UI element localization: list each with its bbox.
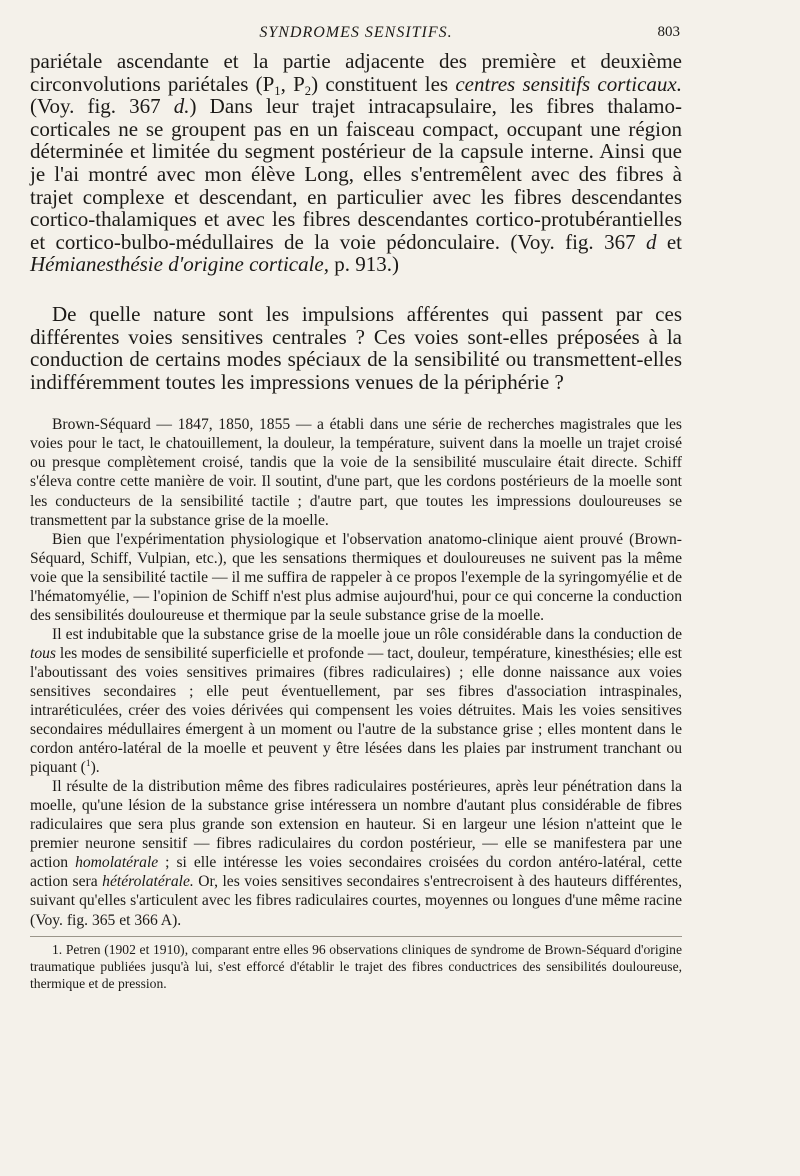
footnote (30, 936, 682, 992)
small-print-section (30, 415, 682, 929)
small-paragraph-3: Il est indubitable que la substance grise de la moelle joue un rôle considérable dans la conduction de tous les modes de sensibilité superficielle et profonde — tact, douleur, température, kinesthésies; elle est l'aboutissant des voies sensitives primaires (fibres radiculaires) ; elle donne naissance aux voies sensitives secondaires ; elle peut éventuellement, par ses fibres d'association intraspinales, intraréticulées, créer des voies dérivées qui compensent les voies détruites. Mais les voies sensitives secondaires médullaires émergent à un moment ou l'autre de la substance grise ; elles montent dans le cordon antéro-latéral de la moelle et peuvent y être lésées dans les plaies par instrument tranchant ou piquant ($^1$). (30, 625, 682, 777)
page-header (30, 24, 682, 50)
main-text (30, 50, 682, 393)
footnote-marker: 1 (85, 759, 91, 770)
page (30, 24, 682, 992)
cross-reference-title: Hémianesthésie d'origine corticale, (30, 252, 330, 277)
small-paragraph-4: Il résulte de la distribution même des fibres radiculaires postérieures, après leur pénétration dans la moelle, qu'une lésion de la substance grise intéressera un nombre d'autant plus considérable de fibres radiculaires que sera plus grande son extension en hauteur. Si en largeur une lésion n'atteint que le premier neurone sensitif — fibres radiculaires du cordon postérieur, — elle se manifestera par une action homolatérale ; si elle intéresse les voies secondaires croisées du cordon antéro-latéral, cette action sera hétérolatérale. Or, les voies sensitives secondaires s'entrecroisent à des hauteurs différentes, suivant qu'elles s'articulent avec les fibres radiculaires courtes, moyennes ou longues d'une même racine (Voy. fig. 365 et 366 A). (30, 778, 683, 929)
footnote-text: 1. Petren (1902 et 1910), comparant entre elles 96 observations cliniques de syndrome de Brown-Séquard d'origine traumatique publiées jusqu'à lui, s'est efforcé d'établir le trajet des fibres conductrices des sensibilités douloureuse, thermique et de pression. (30, 941, 682, 991)
paragraph-1: pariétale ascendante et la partie adjacente des première et deuxième circonvolutions pariétales ($P_1$, $P_2$) constituent les centres sensitifs corticaux. (Voy. fig. 367 d.) Dans leur trajet intracapsulaire, les fibres thalamo-corticales ne se groupent pas en un faisceau compact, occupant une région déterminée et limitée du segment postérieur de la capsule interne. Ainsi que je l'ai montré avec mon élève Long, elles s'entremêlent avec des fibres à trajet complexe et descendant, en particulier avec les fibres descendantes cortico-thalamiques et avec les fibres descendantes cortico-protubérantielles et cortico-bulbo-médullaires de la voie pédonculaire. (Voy. fig. 367 d et Hémianesthésie d'origine corticale, p. 913.) (30, 49, 682, 277)
small-paragraph-1: Brown-Séquard — 1847, 1850, 1855 — a établi dans une série de recherches magistrales que les voies pour le tact, le chatouillement, la douleur, la température, suivent dans la moelle un trajet croisé ou presque complètement croisé, tandis que la voie de la sensibilité musculaire était directe. Schiff s'éleva contre cette manière de voir. Il soutint, d'une part, que les cordons postérieurs de la moelle sont les conducteurs de la sensibilité tactile ; d'autre part, que toutes les impressions douloureuses se transmettent par la substance grise de la moelle. (30, 416, 682, 529)
emphasis-centres-sensitifs: centres sensitifs corticaux. (455, 71, 682, 96)
page-number: 803 (657, 24, 680, 40)
paragraph-2: De quelle nature sont les impulsions afférentes qui passent par ces différentes voies sensitives centrales ? Ces voies sont-elles préposées à la conduction de certains modes spéciaux de la sensibilité ou transmettent-elles indifféremment toutes les impressions venues de la périphérie ? (30, 301, 682, 394)
small-paragraph-2: Bien que l'expérimentation physiologique et l'observation anatomo-clinique aient prouvé (Brown-Séquard, Schiff, Vulpian, etc.), que les sensations thermiques et douloureuses ne suivent pas la même voie que la sensibilité tactile — il me suffira de rappeler à ce propos l'exemple de la syringomyélie et de l'hématomyélie, — l'opinion de Schiff n'est plus admise aujourd'hui, pour ce qui concerne la conduction des sensibilités douloureuse et thermique par la seule substance grise de la moelle. (30, 530, 682, 624)
running-title: SYNDROMES SENSITIFS. (259, 24, 453, 41)
